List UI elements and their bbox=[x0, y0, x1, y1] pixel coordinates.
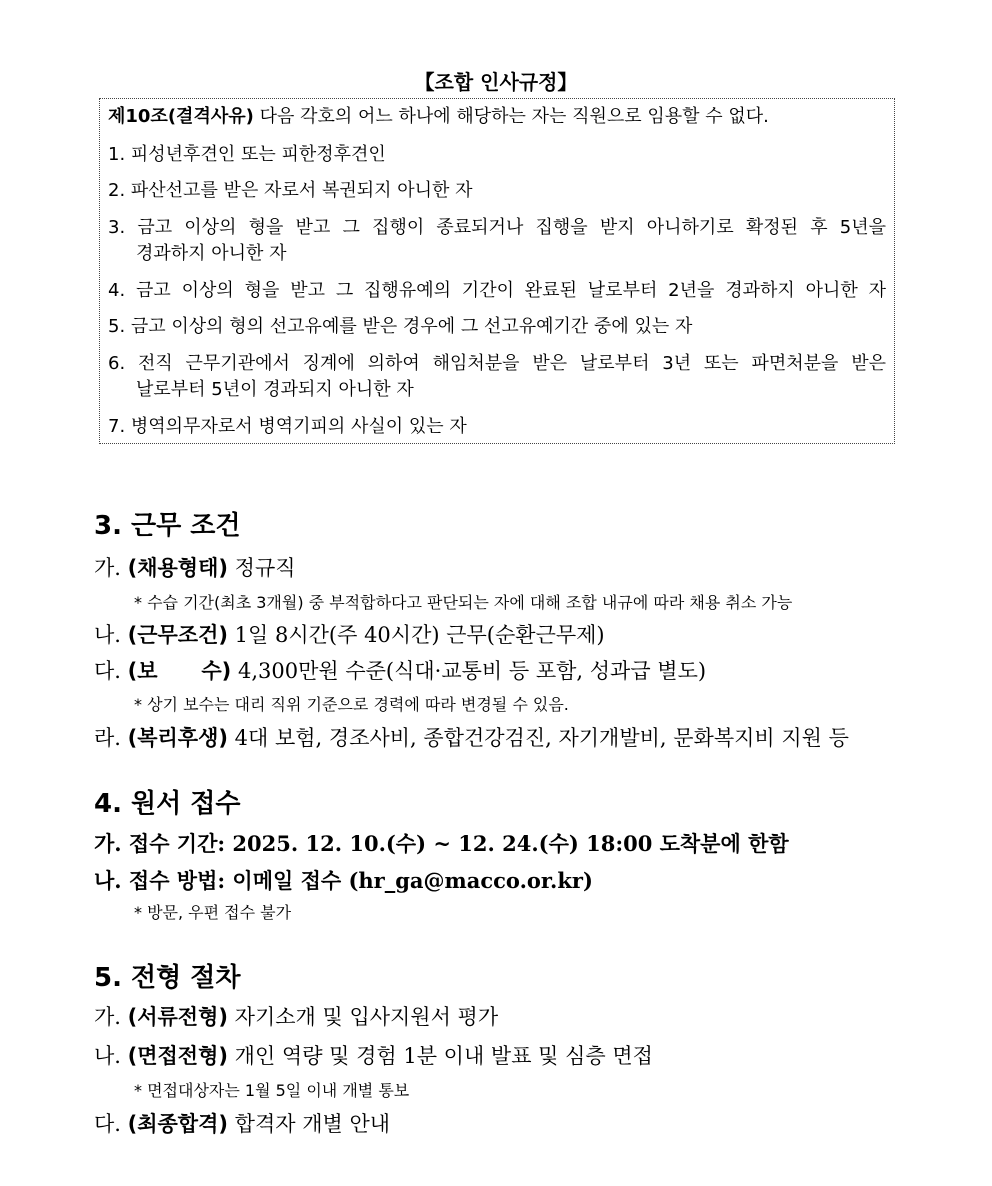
regulation-box bbox=[99, 98, 895, 444]
section-heading-application: 4. 원서 접수 bbox=[94, 789, 241, 819]
article-text: 다음 각호의 어느 하나에 해당하는 자는 직원으로 임용할 수 없다. bbox=[253, 106, 769, 127]
item-text: 1일 8시간(주 40시간) 근무(순환근무제) bbox=[227, 623, 605, 647]
item-label: (보 수) bbox=[127, 659, 232, 683]
item-text: 자기소개 및 입사지원서 평가 bbox=[227, 1005, 499, 1029]
regulation-item: 6. 전직 근무기관에서 징계에 의하여 해임처분을 받은 날로부터 3년 또는 파면처분을 받은 bbox=[108, 353, 886, 374]
regulation-item: 3. 금고 이상의 형을 받고 그 집행이 종료되거나 집행을 받지 아니하기로 확정된 후 5년을 bbox=[108, 217, 886, 238]
application-note: * 방문, 우편 접수 불가 bbox=[134, 903, 292, 922]
item-prefix: 가. bbox=[94, 556, 128, 580]
application-method: 나. 접수 방법: 이메일 접수 (hr_ga@macco.or.kr) bbox=[94, 868, 593, 893]
application-period: 가. 접수 기간: 2025. 12. 10.(수) ~ 12. 24.(수) 18:00 도착분에 한함 bbox=[94, 831, 789, 856]
item-label: (서류전형) bbox=[127, 1005, 228, 1029]
item-prefix: 다. bbox=[94, 659, 128, 683]
item-prefix: 나. bbox=[94, 1044, 128, 1068]
regulation-item-continued: 경과하지 아니한 자 bbox=[136, 243, 287, 264]
regulation-item: 2. 파산선고를 받은 자로서 복권되지 아니한 자 bbox=[108, 180, 473, 201]
item-text: 정규직 bbox=[227, 556, 296, 580]
item-prefix: 가. bbox=[94, 1005, 128, 1029]
item-text: 4,300만원 수준(식대·교통비 등 포함, 성과급 별도) bbox=[231, 659, 707, 683]
benefits-item bbox=[94, 722, 849, 752]
section-heading-selection: 5. 전형 절차 bbox=[94, 963, 241, 993]
item-text: 합격자 개별 안내 bbox=[227, 1112, 391, 1136]
item-label: (면접전형) bbox=[127, 1044, 228, 1068]
regulation-item-continued: 날로부터 5년이 경과되지 아니한 자 bbox=[136, 379, 414, 400]
interview-note: * 면접대상자는 1월 5일 이내 개별 통보 bbox=[134, 1081, 410, 1100]
regulation-item: 7. 병역의무자로서 병역기피의 사실이 있는 자 bbox=[108, 416, 467, 437]
document-screening-item bbox=[94, 1001, 498, 1031]
article-heading bbox=[108, 105, 769, 129]
item-text: 개인 역량 및 경험 1분 이내 발표 및 심층 면접 bbox=[227, 1044, 653, 1068]
salary-item bbox=[94, 655, 706, 685]
salary-note: * 상기 보수는 대리 직위 기준으로 경력에 따라 변경될 수 있음. bbox=[134, 695, 569, 714]
probation-note: * 수습 기간(최초 3개월) 중 부적합하다고 판단되는 자에 대해 조합 내규에 따라 채용 취소 가능 bbox=[134, 593, 793, 612]
interview-item bbox=[94, 1040, 653, 1070]
item-label: (복리후생) bbox=[127, 726, 228, 750]
regulation-item: 5. 금고 이상의 형의 선고유예를 받은 경우에 그 선고유예기간 중에 있는 자 bbox=[108, 316, 693, 337]
regulation-item: 1. 피성년후견인 또는 피한정후견인 bbox=[108, 144, 386, 165]
item-prefix: 다. bbox=[94, 1112, 128, 1136]
item-text: 4대 보험, 경조사비, 종합건강검진, 자기개발비, 문화복지비 지원 등 bbox=[227, 726, 849, 750]
article-label: 제10조(결격사유) bbox=[108, 106, 254, 127]
item-label: (최종합격) bbox=[127, 1112, 228, 1136]
employment-type-item bbox=[94, 552, 296, 582]
regulation-item: 4. 금고 이상의 형을 받고 그 집행유예의 기간이 완료된 날로부터 2년을 경과하지 아니한 자 bbox=[108, 280, 886, 301]
item-label: (채용형태) bbox=[127, 556, 228, 580]
regulation-title: 【조합 인사규정】 bbox=[414, 70, 578, 94]
section-heading-work-conditions: 3. 근무 조건 bbox=[94, 511, 241, 541]
final-result-item bbox=[94, 1108, 390, 1138]
item-prefix: 라. bbox=[94, 726, 128, 750]
item-label: (근무조건) bbox=[127, 623, 228, 647]
work-conditions-item bbox=[94, 619, 605, 649]
item-prefix: 나. bbox=[94, 623, 128, 647]
